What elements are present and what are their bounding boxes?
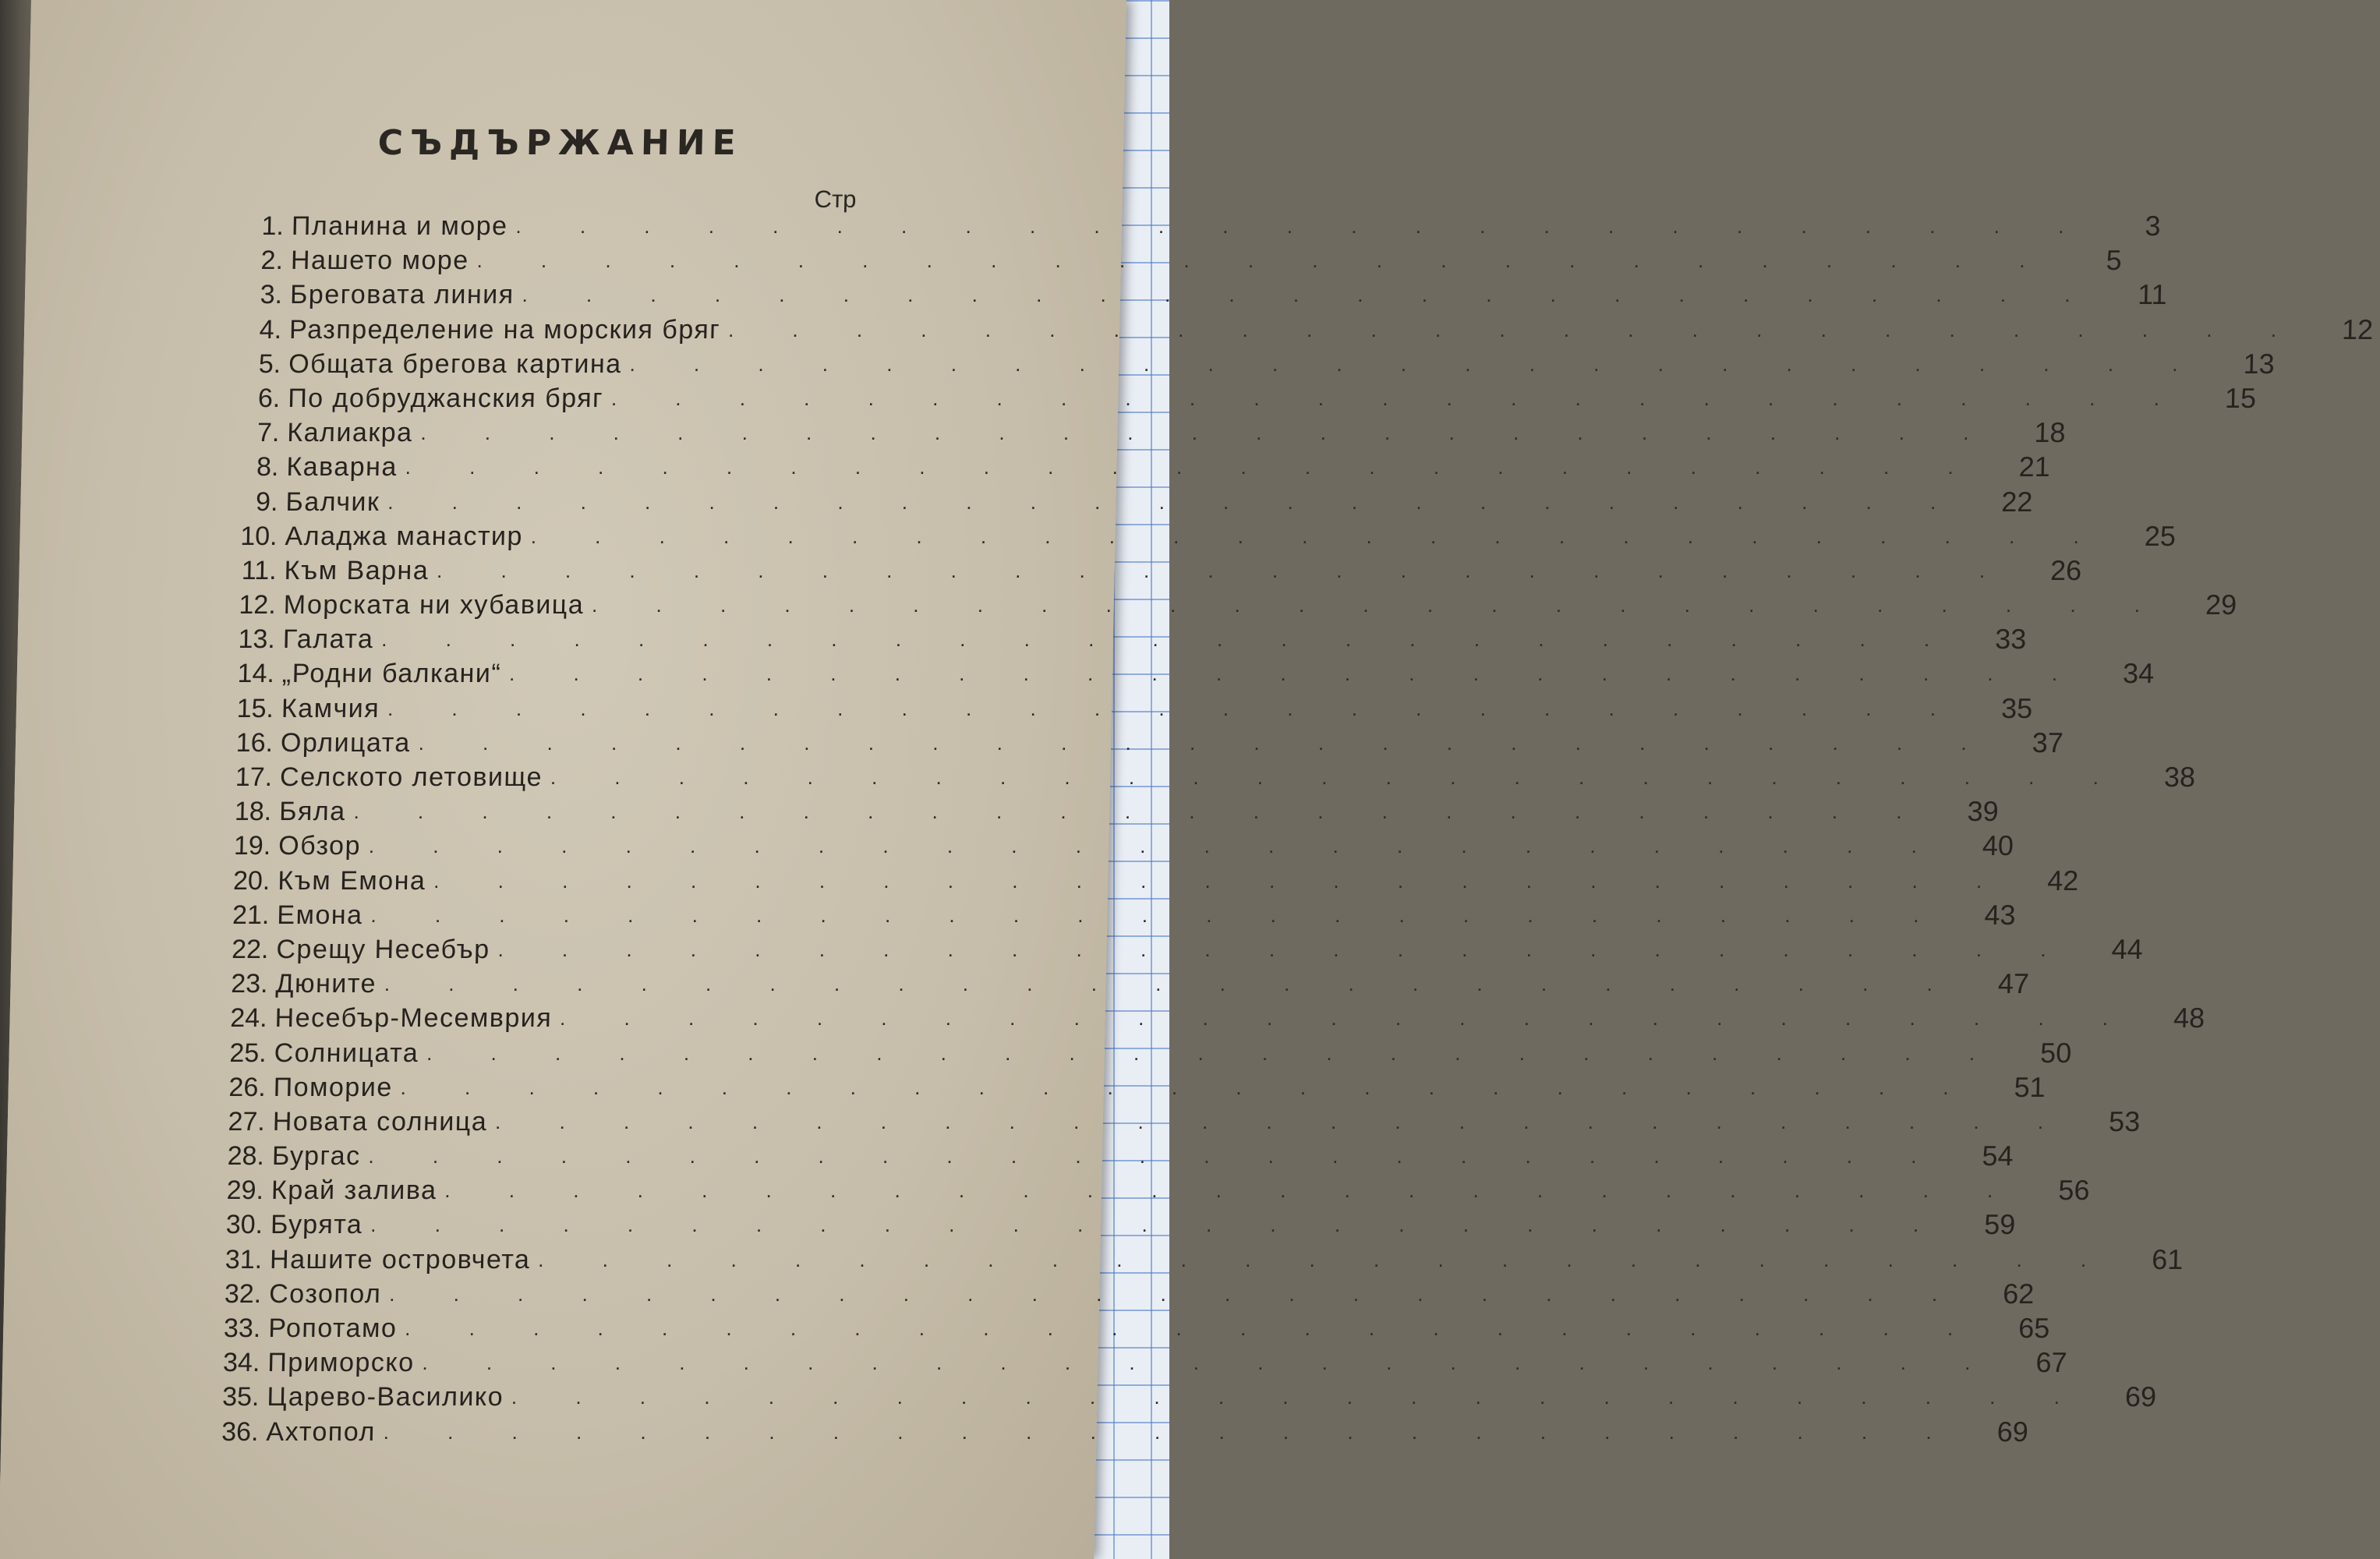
toc-entry — [214, 519, 2177, 553]
toc-entry — [208, 829, 2014, 863]
toc-entry-number: 5. — [258, 348, 281, 379]
toc-leader-dots: . . . . . . . . . . . . . . . . . . . . . . . . . — [436, 558, 2012, 582]
toc-entry-number: 31. — [225, 1244, 263, 1274]
toc-leader-dots: . . . . . . . . . . . . . . . . . . . . . . . . . — [530, 524, 2106, 548]
toc-leader-dots: . . . . . . . . . . . . . . . . . . . . . . . . . — [591, 593, 2167, 617]
toc-entry-title: Нашето море — [290, 246, 470, 276]
toc-leader-dots: . . . . . . . . . . . . . . . . . . . . . . . . . — [389, 1281, 1964, 1306]
toc-entry-page: 51 — [2014, 1070, 2046, 1103]
toc-entry-number: 28. — [227, 1141, 265, 1172]
toc-entry-number: 13. — [238, 624, 276, 655]
toc-leader-dots: . . . . . . . . . . . . . . . . . . . . . . . . . — [426, 1041, 2002, 1065]
toc-entry-page: 61 — [2151, 1243, 2184, 1275]
toc-leader-dots: . . . . . . . . . . . . . . . . . . . . . . . . . — [368, 834, 1944, 858]
toc-entry — [204, 1001, 2205, 1035]
toc-entry-page: 54 — [1982, 1140, 2014, 1172]
page-title — [28, 123, 1124, 163]
page-column-label: Стр — [814, 186, 857, 213]
toc-entry-page: 44 — [2111, 932, 2144, 965]
toc-entry — [217, 381, 2257, 415]
toc-leader-dots: . . . . . . . . . . . . . . . . . . . . . . . . . — [610, 386, 2187, 410]
toc-leader-dots: . . . . . . . . . . . . . . . . . . . . . . . . . — [476, 249, 2052, 273]
toc-entry-number: 23. — [230, 969, 268, 999]
toc-entry-page: 40 — [1982, 829, 2014, 862]
toc-entry — [196, 1380, 2157, 1414]
toc-entry-title: Аладжа манастир — [285, 521, 524, 551]
toc-leader-dots: . . . . . . . . . . . . . . . . . . . . . . . . . — [444, 1179, 2020, 1203]
toc-entry-page: 53 — [2108, 1105, 2141, 1137]
toc-leader-dots: . . . . . . . . . . . . . . . . . . . . . . . . . — [422, 1351, 1997, 1375]
toc-entry-number: 7. — [256, 418, 280, 448]
toc-entry — [213, 588, 2237, 622]
toc-entry-number: 10. — [239, 521, 278, 551]
table-of-contents — [196, 209, 2374, 1449]
toc-leader-dots: . . . . . . . . . . . . . . . . . . . . . . . . . — [387, 696, 1963, 720]
toc-entry — [203, 1070, 2046, 1105]
toc-entry-page: 11 — [2137, 278, 2168, 311]
toc-entry-title: Бреговата линия — [289, 280, 515, 310]
toc-entry-number: 29. — [226, 1175, 264, 1206]
toc-leader-dots: . . . . . . . . . . . . . . . . . . . . . . . . . — [405, 1317, 1980, 1340]
toc-entry-number: 36. — [221, 1416, 259, 1447]
toc-leader-dots: . . . . . . . . . . . . . . . . . . . . . . . . . — [368, 1144, 1943, 1168]
toc-leader-dots: . . . . . . . . . . . . . . . . . . . . . . . . . — [538, 1247, 2113, 1271]
toc-entry-page: 21 — [2018, 451, 2051, 483]
toc-entry-title: Дюните — [275, 969, 377, 999]
toc-entry-page: 59 — [1983, 1208, 2016, 1241]
toc-entry-number: 15. — [236, 693, 274, 723]
toc-entry — [216, 450, 2051, 484]
toc-leader-dots: . . . . . . . . . . . . . . . . . . . . . . . . . — [383, 1419, 1959, 1444]
toc-entry — [220, 278, 2168, 312]
toc-entry-title: Общата брегова картина — [288, 348, 623, 379]
toc-entry-title: Край залива — [271, 1175, 437, 1206]
toc-entry-title: Нашите островчета — [269, 1244, 531, 1274]
toc-entry-title: Бургас — [271, 1141, 361, 1172]
toc-entry — [200, 1207, 2016, 1242]
toc-entry — [203, 1036, 2072, 1070]
toc-leader-dots: . . . . . . . . . . . . . . . . . . . . . . . . . — [727, 317, 2304, 341]
page-title-text: СЪДЪРЖАНИЕ — [377, 123, 744, 163]
toc-entry-page: 34 — [2122, 657, 2155, 690]
toc-entry-title: Планина и море — [291, 211, 508, 241]
toc-entry — [196, 1415, 2029, 1449]
toc-entry-title: Към Варна — [284, 555, 430, 585]
toc-entry-page: 22 — [2000, 485, 2033, 518]
toc-leader-dots: . . . . . . . . . . . . . . . . . . . . . . . . . — [511, 1385, 2087, 1409]
toc-entry-page: 65 — [2018, 1312, 2050, 1344]
toc-entry-page: 42 — [2046, 864, 2079, 896]
toc-entry-page: 13 — [2243, 347, 2276, 380]
toc-leader-dots: . . . . . . . . . . . . . . . . . . . . . . . . . — [387, 490, 1963, 514]
toc-entry-number: 30. — [225, 1210, 263, 1240]
toc-entry-page: 15 — [2224, 381, 2257, 414]
toc-entry-page: 62 — [2002, 1277, 2035, 1310]
toc-entry-title: Обзор — [278, 831, 362, 861]
toc-entry-number: 17. — [235, 762, 273, 792]
toc-entry-number: 19. — [233, 831, 271, 861]
toc-entry-page: 35 — [2000, 691, 2033, 724]
toc-entry-title: Поморие — [273, 1072, 394, 1102]
toc-entry-number: 1. — [261, 211, 285, 241]
toc-entry-title: Селското летовище — [279, 762, 543, 792]
toc-entry-number: 34. — [222, 1348, 260, 1378]
toc-entry-number: 26. — [228, 1072, 267, 1102]
toc-entry-number: 9. — [255, 486, 278, 517]
toc-entry-number: 11. — [241, 555, 278, 585]
toc-entry-number: 25. — [229, 1038, 267, 1068]
toc-entry-number: 20. — [232, 865, 271, 896]
toc-entry — [197, 1345, 2067, 1380]
toc-entry-page: 5 — [2106, 244, 2123, 277]
toc-entry-title: Царево-Василико — [267, 1382, 504, 1412]
toc-entry — [215, 485, 2033, 519]
toc-entry-page: 25 — [2144, 519, 2177, 552]
toc-entry — [217, 415, 2066, 450]
toc-entry-title: Към Емона — [277, 865, 426, 896]
toc-entry — [199, 1277, 2035, 1311]
toc-leader-dots: . . . . . . . . . . . . . . . . . . . . . . . . . — [353, 800, 1929, 824]
toc-entry-title: Бурята — [270, 1210, 363, 1240]
toc-entry — [209, 794, 2000, 829]
toc-entry-number: 6. — [257, 383, 281, 413]
toc-leader-dots: . . . . . . . . . . . . . . . . . . . . . . . . . — [384, 972, 1960, 996]
toc-entry-title: По добруджанския бряг — [287, 383, 604, 413]
toc-entry-page: 18 — [2034, 416, 2066, 449]
toc-leader-dots: . . . . . . . . . . . . . . . . . . . . . . . . . — [550, 765, 2126, 789]
toc-entry-title: Приморско — [267, 1348, 415, 1378]
toc-entry-number: 33. — [223, 1313, 261, 1343]
toc-entry — [221, 243, 2123, 278]
toc-entry-title: Морската ни хубавица — [283, 590, 585, 620]
toc-entry-title: Калиакра — [286, 418, 413, 448]
toc-entry-page: 37 — [2032, 726, 2064, 758]
toc-leader-dots: . . . . . . . . . . . . . . . . . . . . . . . . . — [497, 937, 2073, 961]
toc-entry-title: Срещу Несебър — [276, 934, 491, 964]
toc-entry — [211, 656, 2155, 691]
toc-entry — [211, 691, 2033, 726]
toc-entry-number: 8. — [256, 452, 279, 483]
toc-leader-dots: . . . . . . . . . . . . . . . . . . . . . . . . . — [559, 1006, 2135, 1030]
toc-entry-title: Балчик — [285, 486, 380, 517]
toc-entry-title: Камчия — [281, 693, 380, 723]
toc-entry — [205, 967, 2030, 1001]
toc-entry — [218, 347, 2276, 381]
toc-entry-page: 38 — [2163, 761, 2196, 793]
toc-entry-title: Ахтопол — [266, 1416, 377, 1447]
toc-entry-number: 14. — [237, 659, 275, 689]
toc-entry-title: Новата солница — [272, 1106, 488, 1137]
toc-entry — [201, 1173, 2090, 1207]
toc-entry-page: 69 — [2124, 1380, 2157, 1413]
toc-entry-number: 32. — [224, 1278, 262, 1309]
toc-entry — [207, 898, 2016, 932]
toc-entry-title: Бяла — [278, 797, 347, 827]
toc-leader-dots: . . . . . . . . . . . . . . . . . . . . . . . . . — [370, 1213, 1946, 1237]
toc-entry-page: 26 — [2049, 553, 2082, 586]
toc-entry-page: 48 — [2173, 1002, 2205, 1034]
toc-entry — [219, 313, 2374, 347]
toc-entry-number: 12. — [239, 590, 277, 620]
toc-entry-page: 69 — [1996, 1415, 2029, 1448]
toc-entry-page: 43 — [1984, 898, 2016, 931]
toc-entry-number: 16. — [235, 727, 274, 758]
toc-entry — [206, 932, 2144, 967]
toc-leader-dots: . . . . . . . . . . . . . . . . . . . . . . . . . — [418, 730, 1994, 755]
toc-entry-page: 3 — [2145, 210, 2161, 242]
toc-entry-page: 47 — [1997, 967, 2030, 1000]
toc-entry — [212, 622, 2027, 656]
toc-entry-title: Солницата — [274, 1038, 419, 1068]
toc-entry — [198, 1311, 2050, 1345]
toc-entry-number: 18. — [234, 797, 272, 827]
toc-leader-dots: . . . . . . . . . . . . . . . . . . . . . . . . . — [508, 662, 2085, 686]
toc-entry — [202, 1105, 2141, 1139]
toc-entry-number: 21. — [232, 900, 270, 930]
toc-entry-page: 56 — [2057, 1174, 2090, 1207]
toc-entry — [210, 760, 2196, 794]
toc-entry — [210, 726, 2064, 760]
toc-leader-dots: . . . . . . . . . . . . . . . . . . . . . . . . . — [629, 352, 2205, 376]
toc-entry-page: 33 — [1994, 623, 2027, 656]
toc-leader-dots: . . . . . . . . . . . . . . . . . . . . . . . . . — [515, 214, 2091, 238]
toc-entry — [201, 1139, 2014, 1173]
toc-leader-dots: . . . . . . . . . . . . . . . . . . . . . . . . . — [370, 903, 1946, 927]
toc-leader-dots: . . . . . . . . . . . . . . . . . . . . . . . . . — [381, 627, 1957, 652]
toc-entry-number: 35. — [221, 1382, 260, 1412]
toc-leader-dots: . . . . . . . . . . . . . . . . . . . . . . . . . — [522, 283, 2097, 307]
toc-entry-number: 24. — [229, 1003, 268, 1034]
toc-entry-title: Орлицата — [280, 727, 412, 758]
toc-entry — [221, 209, 2161, 243]
toc-entry-title: Ропотамо — [267, 1313, 398, 1343]
toc-entry-page: 12 — [2341, 313, 2374, 345]
toc-leader-dots: . . . . . . . . . . . . . . . . . . . . . . . . . — [405, 455, 1981, 479]
toc-entry-page: 50 — [2039, 1036, 2072, 1069]
toc-entry-number: 3. — [260, 280, 283, 310]
toc-leader-dots: . . . . . . . . . . . . . . . . . . . . . . . . . — [400, 1075, 1976, 1099]
toc-entry-number: 4. — [259, 314, 282, 345]
toc-entry-title: Каварна — [286, 452, 398, 483]
toc-entry-number: 2. — [260, 246, 284, 276]
toc-leader-dots: . . . . . . . . . . . . . . . . . . . . . . . . . — [494, 1109, 2071, 1133]
toc-entry-number: 27. — [228, 1106, 266, 1137]
toc-entry — [214, 553, 2082, 588]
toc-entry-number: 22. — [231, 934, 269, 964]
toc-entry-title: Созопол — [268, 1278, 382, 1309]
toc-entry-page: 67 — [2035, 1346, 2067, 1379]
toc-entry-title: Разпределение на морския бряг — [288, 314, 721, 345]
toc-entry-page: 29 — [2205, 589, 2237, 621]
toc-entry-title: „Родни балкани“ — [281, 659, 502, 689]
toc-entry-title: Несебър-Месемврия — [274, 1003, 553, 1034]
toc-entry — [200, 1243, 2184, 1277]
toc-entry-page: 39 — [1967, 795, 2000, 828]
toc-leader-dots: . . . . . . . . . . . . . . . . . . . . . . . . . — [420, 421, 1996, 445]
toc-entry-title: Галата — [282, 624, 374, 655]
toc-entry-title: Емона — [277, 900, 363, 930]
toc-leader-dots: . . . . . . . . . . . . . . . . . . . . . . . . . — [433, 868, 2009, 893]
toc-entry — [207, 864, 2079, 898]
